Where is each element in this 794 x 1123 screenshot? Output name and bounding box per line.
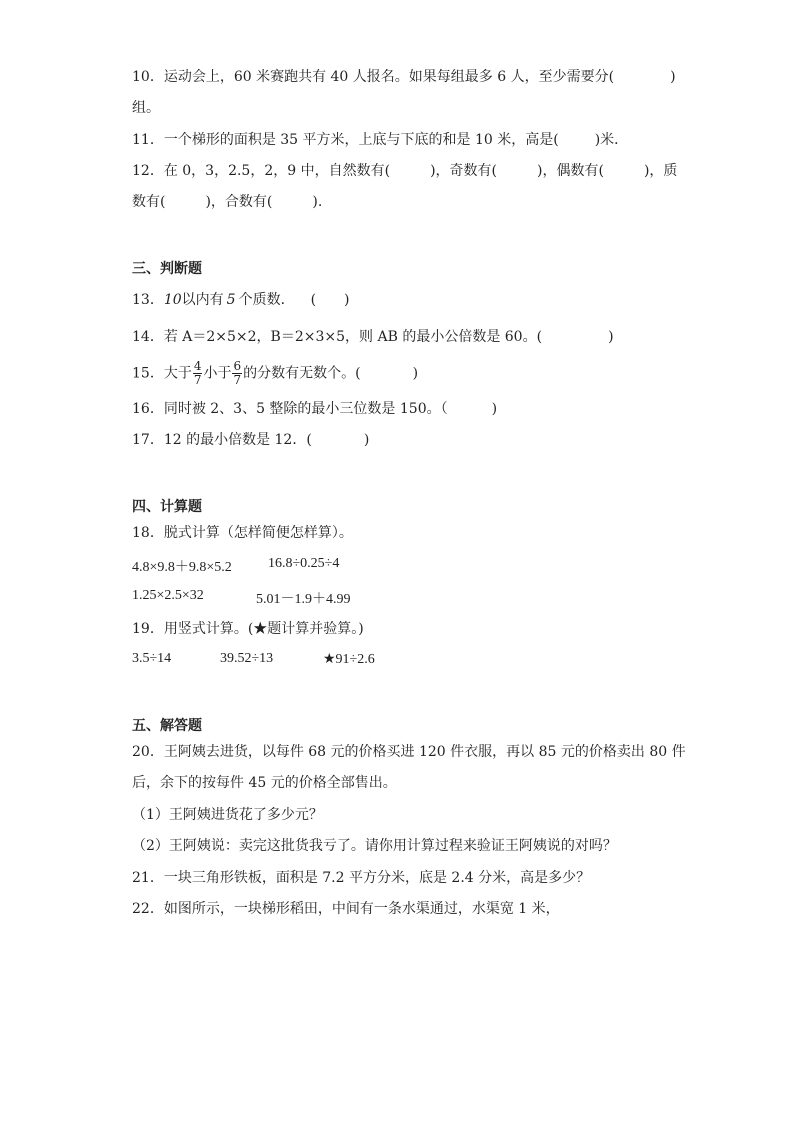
fraction-6-7: $\frac{6}{7}$ — [233, 359, 242, 387]
question-10-line-2: 组。 — [132, 100, 160, 116]
question-12-line-2: 数有( )，合数有( ). — [132, 194, 323, 210]
section-heading-calculation: 四、计算题 — [132, 499, 202, 515]
question-20-sub-1: （1）王阿姨进货花了多少元？ — [132, 807, 323, 823]
question-20-line-2: 后，余下的按每件 45 元的价格全部售出。 — [132, 775, 397, 791]
question-20-sub-2: （2）王阿姨说：卖完这批货我亏了。请你用计算过程来验证王阿姨说的对吗？ — [132, 838, 617, 854]
section-heading-judgement: 三、判断题 — [132, 261, 202, 277]
section-heading-word-problems: 五、解答题 — [132, 718, 202, 734]
question-12-line-1: 12．在 0，3，2.5，2，9 中，自然数有( )，奇数有( )，偶数有( )，质 — [132, 163, 678, 179]
calc-expression-4: 5.01－1.9＋4.99 — [256, 592, 351, 607]
question-16: 16．同时被 2、3、5 整除的最小三位数是 150。（ ) — [132, 401, 498, 417]
vertical-calc-1: 3.5÷14 — [132, 651, 172, 666]
vertical-calc-3: ★91÷2.6 — [323, 652, 375, 667]
question-14: 14．若 A＝2×5×2，B＝2×3×5，则 AB 的最小公倍数是 60。( ) — [132, 329, 614, 345]
question-21: 21．一块三角形铁板，面积是 7.2 平方分米，底是 2.4 分米，高是多少？ — [132, 870, 591, 886]
fraction-4-7: $\frac{4}{7}$ — [193, 359, 202, 387]
question-11: 11．一个梯形的面积是 35 平方米，上底与下底的和是 10 米，高是( )米． — [132, 132, 629, 148]
calc-expression-3: 1.25×2.5×32 — [132, 588, 204, 603]
question-18-title: 18．脱式计算（怎样简便怎样算）。 — [132, 525, 353, 541]
calc-expression-1: 4.8×9.8＋9.8×5.2 — [132, 560, 232, 575]
question-10-line-1: 10．运动会上，60 米赛跑共有 40 人报名。如果每组最多 6 人，至少需要分( ) — [132, 69, 676, 85]
question-22: 22．如图所示，一块梯形稻田，中间有一条水渠通过，水渠宽 1 米， — [132, 901, 560, 917]
calc-expression-2: 16.8÷0.25÷4 — [268, 556, 340, 571]
question-20-line-1: 20．王阿姨去进货，以每件 68 元的价格买进 120 件衣服，再以 85 元的价格卖出 80 件 — [132, 744, 686, 760]
question-19-title: 19．用竖式计算。(★题计算并验算。) — [132, 621, 364, 637]
question-13: 13．10以内有 5 个质数． ( ) — [132, 292, 350, 308]
vertical-calc-2: 39.52÷13 — [220, 651, 274, 666]
question-15: 15．大于 $\frac{4}{7}$ 小于 $\frac{6}{7}$ 的分数有无数个。( ) — [132, 359, 419, 387]
question-17: 17．12 的最小倍数是 12．( ) — [132, 432, 370, 448]
